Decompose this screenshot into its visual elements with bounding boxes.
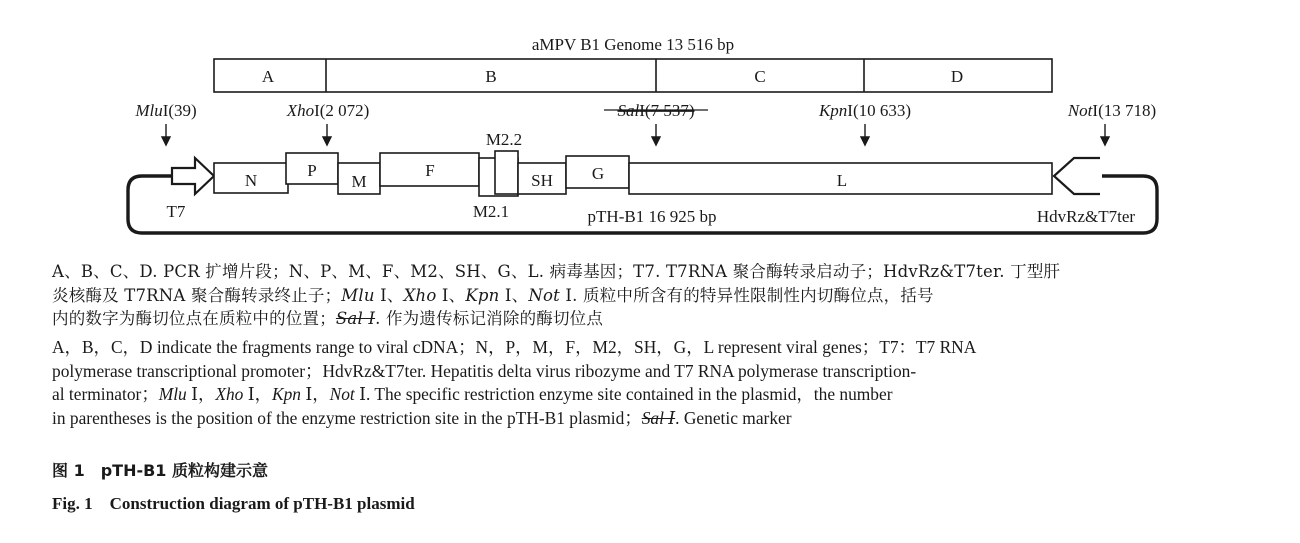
fragment-d-label: D: [950, 67, 964, 86]
gene-label-m2-1: M2.1: [472, 202, 510, 221]
genome-fragment-bar: [214, 59, 1052, 92]
fragment-a-label: A: [261, 67, 275, 86]
gene-label-p: P: [307, 161, 317, 180]
gene-label-f: F: [425, 161, 435, 180]
fragment-c-label: C: [754, 67, 766, 86]
gene-label-sh: SH: [531, 171, 553, 190]
caption-en-line-1: A，B，C，D indicate the fragments range to viral cDNA；N，P，M，F，M2，SH，G，L represent viral genes；T7：T7 RNA: [52, 337, 977, 357]
gene-label-m2-2: M2.2: [485, 130, 523, 149]
site-label-kpn: KpnI(10 633): [818, 101, 912, 120]
arrow-sal: [652, 124, 660, 145]
site-label-xho: XhoI(2 072): [286, 101, 370, 120]
plasmid-name: pTH-B1 16 925 bp: [587, 207, 717, 226]
gene-label-m: M: [351, 172, 367, 191]
caption-cn-line-2: 炎核酶及 T7RNA 聚合酶转录终止子；Mlu Ⅰ、Xho Ⅰ、Kpn Ⅰ、Not Ⅰ. 质粒中所含有的特异性限制性内切酶位点，括号: [52, 285, 934, 305]
plasmid-construction-diagram: [0, 0, 1300, 250]
caption-cn-line-1: A、B、C、D. PCR 扩增片段；N、P、M、F、M2、SH、G、L. 病毒基因；T7. T7RNA 聚合酶转录启动子；HdvRz&T7ter. 丁型肝: [52, 262, 1061, 281]
genome-title: aMPV B1 Genome 13 516 bp: [531, 35, 735, 54]
terminator-label: HdvRz&T7ter: [1036, 207, 1136, 226]
arrow-mlu: [162, 124, 170, 145]
gene-box-m2-2: [495, 151, 518, 194]
site-arrows: [162, 124, 1109, 145]
site-label-sal: SalI(7 537): [617, 101, 695, 120]
caption-en-line-4: in parentheses is the position of the enzyme restriction site in the pTH-B1 plasmid；Sal Ⅰ. Genetic marker: [52, 407, 792, 428]
caption-english: [52, 336, 1277, 430]
site-label-mlu: MluI(39): [135, 101, 197, 120]
fragment-b-label: B: [485, 67, 497, 86]
t7-promoter-arrow: [172, 158, 214, 194]
terminator-shape: [1052, 158, 1100, 195]
t7-label: T7: [166, 202, 186, 221]
caption-en-line-2: polymerase transcriptional promoter；HdvRz&T7ter. Hepatitis delta virus ribozyme and T7 RNA polymerase transcription-: [52, 360, 917, 381]
figure-title-chinese: 图 1 pTH-B1 质粒构建示意: [52, 461, 269, 480]
arrow-xho: [323, 124, 331, 145]
gene-label-n: N: [244, 171, 258, 190]
gene-boxes: [214, 151, 1052, 196]
gene-label-g: G: [591, 164, 605, 183]
arrow-kpn: [861, 124, 869, 145]
gene-label-l: L: [836, 171, 848, 190]
arrow-not: [1101, 124, 1109, 145]
site-label-not: NotI(13 718): [1067, 101, 1157, 120]
figure-title-english: Fig. 1 Construction diagram of pTH-B1 plasmid: [52, 494, 415, 513]
caption-cn-line-3: 内的数字为酶切位点在质粒中的位置；Sal Ⅰ. 作为遗传标记消除的酶切位点: [52, 309, 604, 329]
caption-en-line-3: al terminator；Mlu Ⅰ，Xho Ⅰ，Kpn Ⅰ，Not Ⅰ. The specific restriction enzyme site contained in the plasmid，the number: [52, 384, 893, 405]
caption-chinese: [52, 260, 1277, 331]
